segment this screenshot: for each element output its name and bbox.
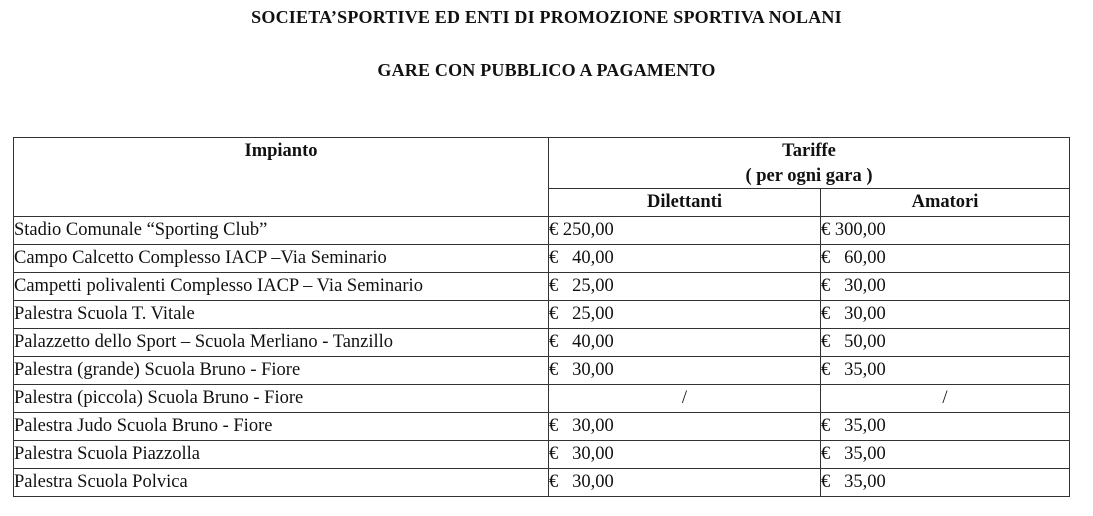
table-row <box>14 217 1070 245</box>
cell-dilettanti: € 30,00 <box>549 441 821 469</box>
table-row <box>14 357 1070 385</box>
table-body <box>14 217 1070 497</box>
table-row <box>14 245 1070 273</box>
cell-amatori: € 35,00 <box>821 441 1070 469</box>
cell-amatori: € 60,00 <box>821 245 1070 273</box>
cell-amatori: / <box>821 385 1070 413</box>
header-tariffe-note: ( per ogni gara ) <box>745 166 873 186</box>
table-row <box>14 441 1070 469</box>
cell-amatori: € 300,00 <box>821 217 1070 245</box>
cell-impianto: Campetti polivalenti Complesso IACP – Via Seminario <box>14 273 549 301</box>
header-impianto <box>14 138 549 217</box>
cell-amatori: € 35,00 <box>821 469 1070 497</box>
header-dilettanti: Dilettanti <box>549 189 821 217</box>
header-tariffe-label: Tariffe <box>782 141 836 161</box>
cell-amatori: € 35,00 <box>821 357 1070 385</box>
table-row <box>14 469 1070 497</box>
table-header-row <box>14 138 1070 189</box>
tariffe-table <box>13 137 1070 497</box>
cell-dilettanti: € 30,00 <box>549 357 821 385</box>
cell-amatori: € 35,00 <box>821 413 1070 441</box>
cell-impianto: Palestra (piccola) Scuola Bruno - Fiore <box>14 385 549 413</box>
page-title: SOCIETA’SPORTIVE ED ENTI DI PROMOZIONE SPORTIVA NOLANI <box>251 7 842 27</box>
cell-dilettanti: € 30,00 <box>549 413 821 441</box>
table-row <box>14 329 1070 357</box>
header-amatori: Amatori <box>821 189 1070 217</box>
cell-dilettanti: € 40,00 <box>549 329 821 357</box>
cell-impianto: Palestra Scuola Polvica <box>14 469 549 497</box>
table-row <box>14 385 1070 413</box>
cell-dilettanti: € 40,00 <box>549 245 821 273</box>
cell-impianto: Palestra Scuola Piazzolla <box>14 441 549 469</box>
table-row <box>14 273 1070 301</box>
page-subtitle: GARE CON PUBBLICO A PAGAMENTO <box>377 60 716 80</box>
cell-dilettanti: € 30,00 <box>549 469 821 497</box>
cell-impianto: Campo Calcetto Complesso IACP –Via Seminario <box>14 245 549 273</box>
cell-impianto: Palestra Scuola T. Vitale <box>14 301 549 329</box>
cell-impianto: Palestra (grande) Scuola Bruno - Fiore <box>14 357 549 385</box>
cell-amatori: € 30,00 <box>821 301 1070 329</box>
table-row <box>14 301 1070 329</box>
cell-amatori: € 50,00 <box>821 329 1070 357</box>
cell-dilettanti: € 25,00 <box>549 301 821 329</box>
cell-impianto: Stadio Comunale “Sporting Club” <box>14 217 549 245</box>
cell-dilettanti: € 250,00 <box>549 217 821 245</box>
cell-impianto: Palazzetto dello Sport – Scuola Merliano - Tanzillo <box>14 329 549 357</box>
cell-dilettanti: € 25,00 <box>549 273 821 301</box>
header-tariffe <box>549 138 1070 189</box>
cell-impianto: Palestra Judo Scuola Bruno - Fiore <box>14 413 549 441</box>
header-impianto-label: Impianto <box>244 141 318 161</box>
cell-dilettanti: / <box>549 385 821 413</box>
cell-amatori: € 30,00 <box>821 273 1070 301</box>
table-row <box>14 413 1070 441</box>
